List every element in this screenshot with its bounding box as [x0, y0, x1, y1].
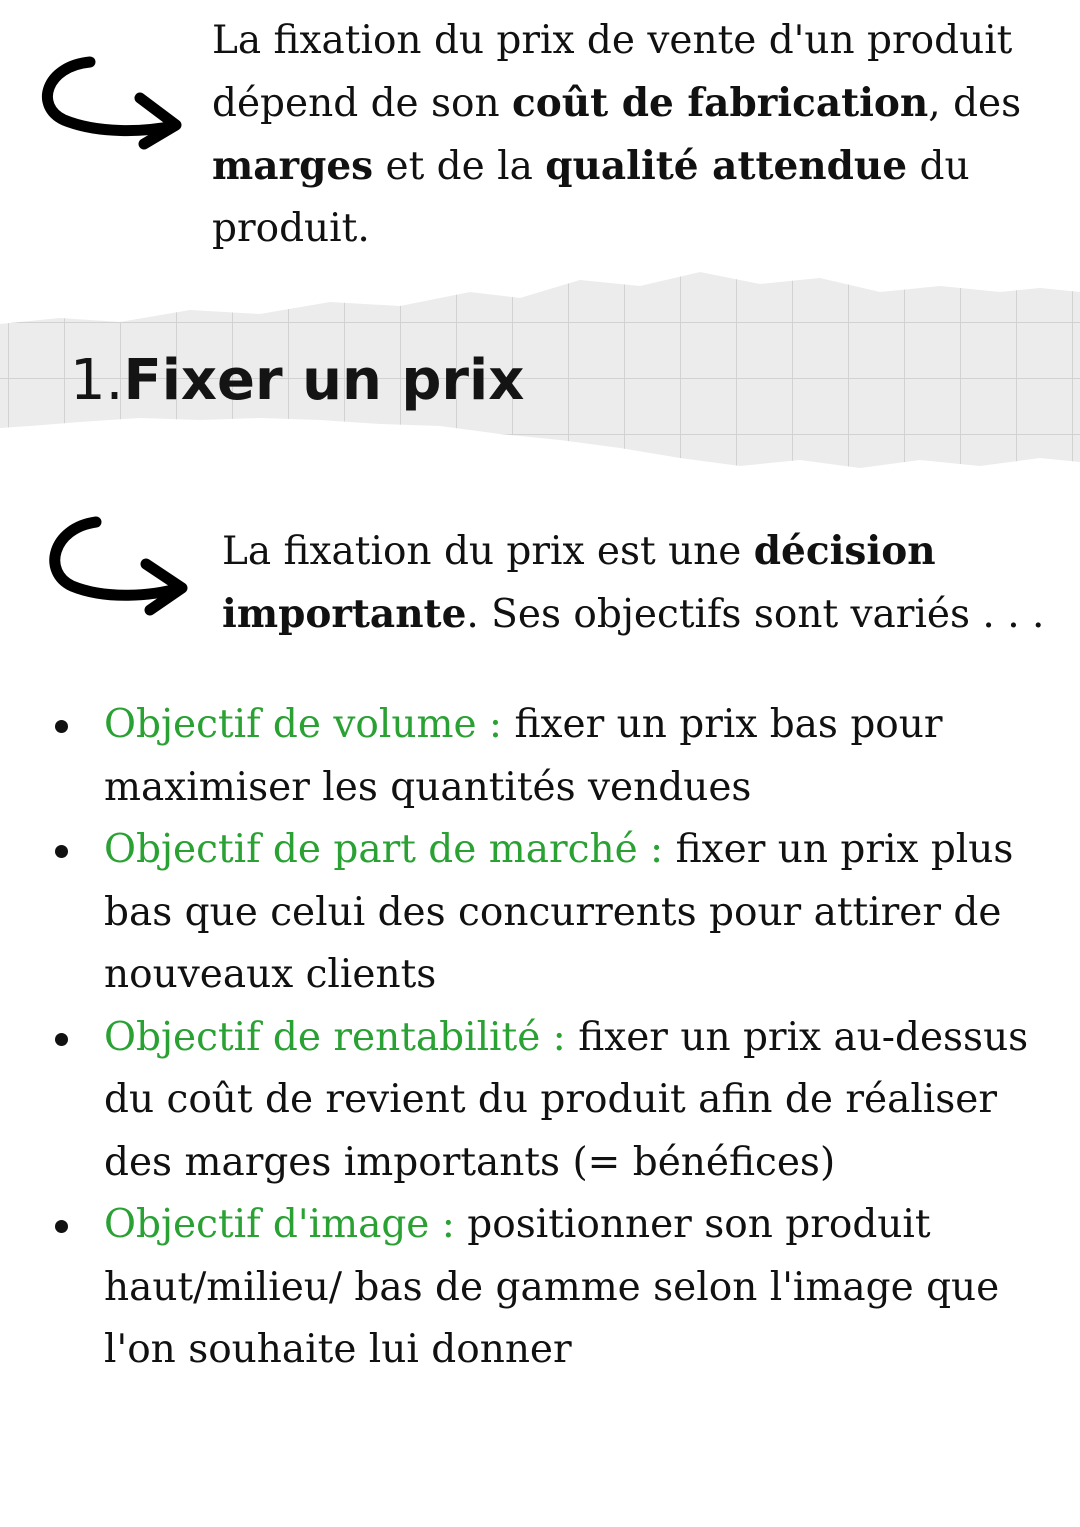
section-title-text: Fixer un prix [123, 348, 525, 413]
section-number: 1. [70, 348, 124, 413]
list-item [104, 1007, 1044, 1195]
key-term: qualité attendue [545, 143, 908, 189]
objective-description: fixer un prix plus bas que celui des concurrents pour attirer de nouveaux clients [104, 827, 1014, 997]
objective-name: Objectif de volume : [104, 702, 503, 747]
objective-description: fixer un prix au-dessus du coût de revient du produit afin de réaliser des marges importants (= bénéfices) [104, 1014, 1029, 1185]
intro-paragraph: La fixation du prix de vente d'un produit dépend de son coût de fabrication, des marges et de la qualité attendue du produit. [212, 18, 1022, 251]
objective-name: Objectif de part de marché : [104, 827, 664, 872]
key-term: marges [212, 143, 374, 189]
list-item [104, 1194, 1044, 1382]
key-term: coût de fabrication [512, 80, 929, 126]
objective-name: Objectif de rentabilité : [104, 1014, 566, 1060]
curved-arrow-icon [26, 48, 191, 158]
objectives-intro-paragraph: La fixation du prix est une décision importante. Ses objectifs sont variés . . . [222, 528, 1045, 637]
objective-description: positionner son produit haut/milieu/ bas de gamme selon l'image que l'on souhaite lui donner [104, 1202, 1000, 1372]
list-item [104, 819, 1044, 1007]
curved-arrow-icon [30, 510, 195, 635]
objective-description: fixer un prix bas pour maximiser les quantités vendues [104, 702, 943, 810]
section-title [70, 346, 524, 416]
objective-name: Objectif d'image : [104, 1202, 455, 1247]
list-item [104, 694, 1044, 819]
objectives-list [104, 694, 1044, 1382]
key-term: décision importante [222, 528, 936, 637]
